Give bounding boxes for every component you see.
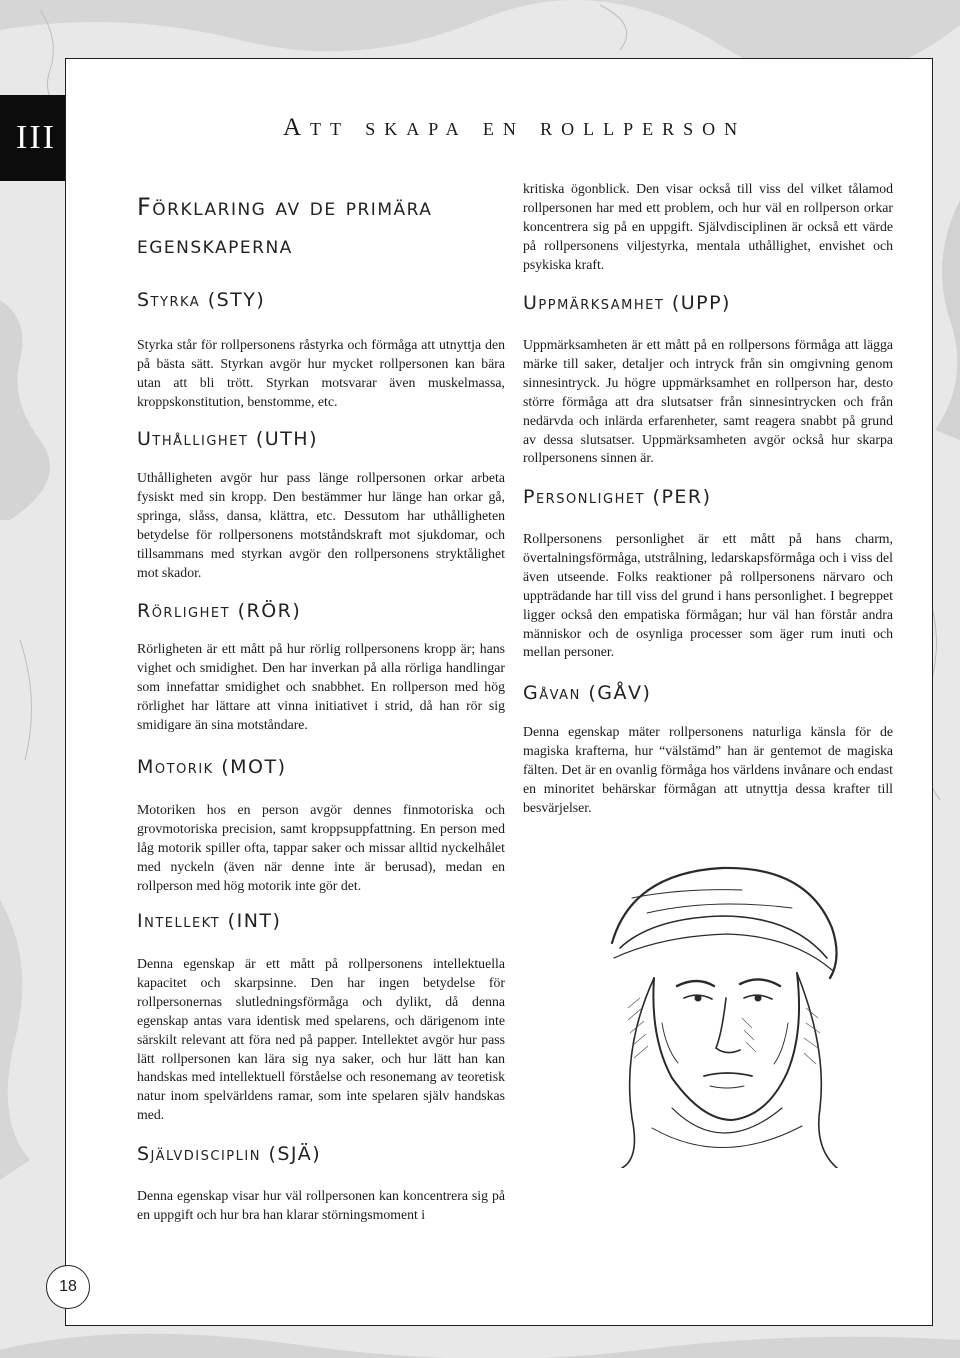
paragraph-motorik: Motoriken hos en person avgör dennes finmotoriska och grovmotoriska precision, samt kroppsuppfattning. En person med låg motorik spiller ofta, tappar saker och missar alltid nyckelhålet med nyckeln (även när denne inte är berusad), medan en rollperson med hög motorik inte gör det.: [137, 802, 505, 893]
main-heading: Förklaring av de primära egenskaperna: [137, 193, 433, 259]
paragraph-gavan: Denna egenskap mäter rollpersonens naturliga känsla för de magiska krafterna, hur “välstämd” han är gentemot de magiska fälten. Det är en ovanlig förmåga hos världens invånare och endast en minoritet behärskar förmågan att utnyttja dessa krafter till besvärjelser.: [523, 724, 893, 815]
chapter-tab: III: [0, 95, 72, 181]
heading-intellekt: Intellekt (INT): [137, 910, 282, 932]
heading-rorlighet: Rörlighet (RÖR): [137, 600, 302, 622]
heading-gavan: Gåvan (GÅV): [523, 682, 652, 704]
paragraph-uthallighet: Uthålligheten avgör hur pass länge rollpersonen orkar arbeta fysiskt med sin kropp. Den bestämmer hur länge han orkar gå, springa, slåss, dansa, klättra, etc. Dessutom har uthålligheten betydelse för rollpersonens motståndskraft mot sjukdomar, och tillsammans med styrkan avgör den rollpersonens stryktålighet mot skador.: [137, 470, 505, 580]
portrait-sketch-illustration: [592, 858, 854, 1168]
paragraph-personlighet: Rollpersonens personlighet är ett mått på hans charm, övertalningsförmåga, utstrålning, ledarskapsförmåga och i viss del även utseende. Folks reaktioner på rollpersonens närvaro och uppträdande har till viss del grund i hans personlighet. I begreppet ligger också den empatiska förmågan; hur väl han förstår andra människor och de osynliga processer som äger rum inuti och mellan personer.: [523, 531, 893, 660]
paragraph-intellekt: Denna egenskap är ett mått på rollpersonens intellektuella kapacitet och skarpsinne. Den har ingen betydelse för rollpersonernas slutledningsförmåga och dylikt, då denna egenskap antas vara identisk med spelarens, och därigenom inte särskilt relevant att föra ned på papper. Intellektet avgör hur pass lätt rollpersonen kan lära sig nya saker, och hur lätt han kan handskas med intellektuell förståelse och resonemang av teoretisk natur inom spelvärldens ramar, som inte spelaren själv handskas med.: [137, 956, 505, 1123]
page-number: 18: [46, 1265, 90, 1309]
page-title: Att skapa en rollperson: [283, 114, 747, 141]
paragraph-styrka: Styrka står för rollpersonens råstyrka och förmåga att utnyttja den på bästa sätt. Styrkan avgör hur mycket rollpersonen kan bära utan att bli trött. Styrkan motsvarar även muskelmassa, kroppskonstitution, benstomme, etc.: [137, 337, 505, 409]
heading-motorik: Motorik (MOT): [137, 756, 287, 778]
heading-uppmarksamhet: Uppmärksamhet (UPP): [523, 292, 731, 314]
paragraph-rorlighet: Rörligheten är ett mått på hur rörlig rollpersonens kropp är; hans vighet och smidighet. Den har inverkan på alla rörliga handlingar som innefattar smidighet och snabbhet. En rollperson med hög rörlighet har lättare att vinna initiativet i strid, då han rör sig smidigare än sina motståndare.: [137, 641, 505, 732]
paragraph-sjalvdisciplin-continued: kritiska ögonblick. Den visar också till viss del vilket tålamod rollpersonen har med ett problem, och hur väl en rollperson orkar koncentrera sig på en uppgift. Självdisciplinen är också ett värde på rollpersonens viljestyrka, mentala uthållighet, envishet och psykiska kraft.: [523, 181, 893, 272]
paragraph-uppmarksamhet: Uppmärksamheten är ett mått på en rollpersons förmåga att lägga märke till saker, detaljer och intryck från sin omgivning genom sinnesintryck. Ju högre uppmärksamhet en rollperson har, desto större förmåga att dra slutsatser från sinnesintrycken och från nedärvda och inlärda erfarenheter, samt reagera snabbt på grund av dessa slutsatser. Uppmärksamheten avgör också hur skarpa rollpersonens sinnen är.: [523, 337, 893, 466]
heading-personlighet: Personlighet (PER): [523, 486, 712, 508]
heading-sjalvdisciplin: Självdisciplin (SJÄ): [137, 1143, 322, 1165]
paragraph-sjalvdisciplin: Denna egenskap visar hur väl rollpersonen kan koncentrera sig på en uppgift och hur bra han klarar störningsmoment i: [137, 1188, 505, 1222]
heading-uthallighet: Uthållighet (UTH): [137, 428, 319, 450]
heading-styrka: Styrka (STY): [137, 289, 266, 311]
